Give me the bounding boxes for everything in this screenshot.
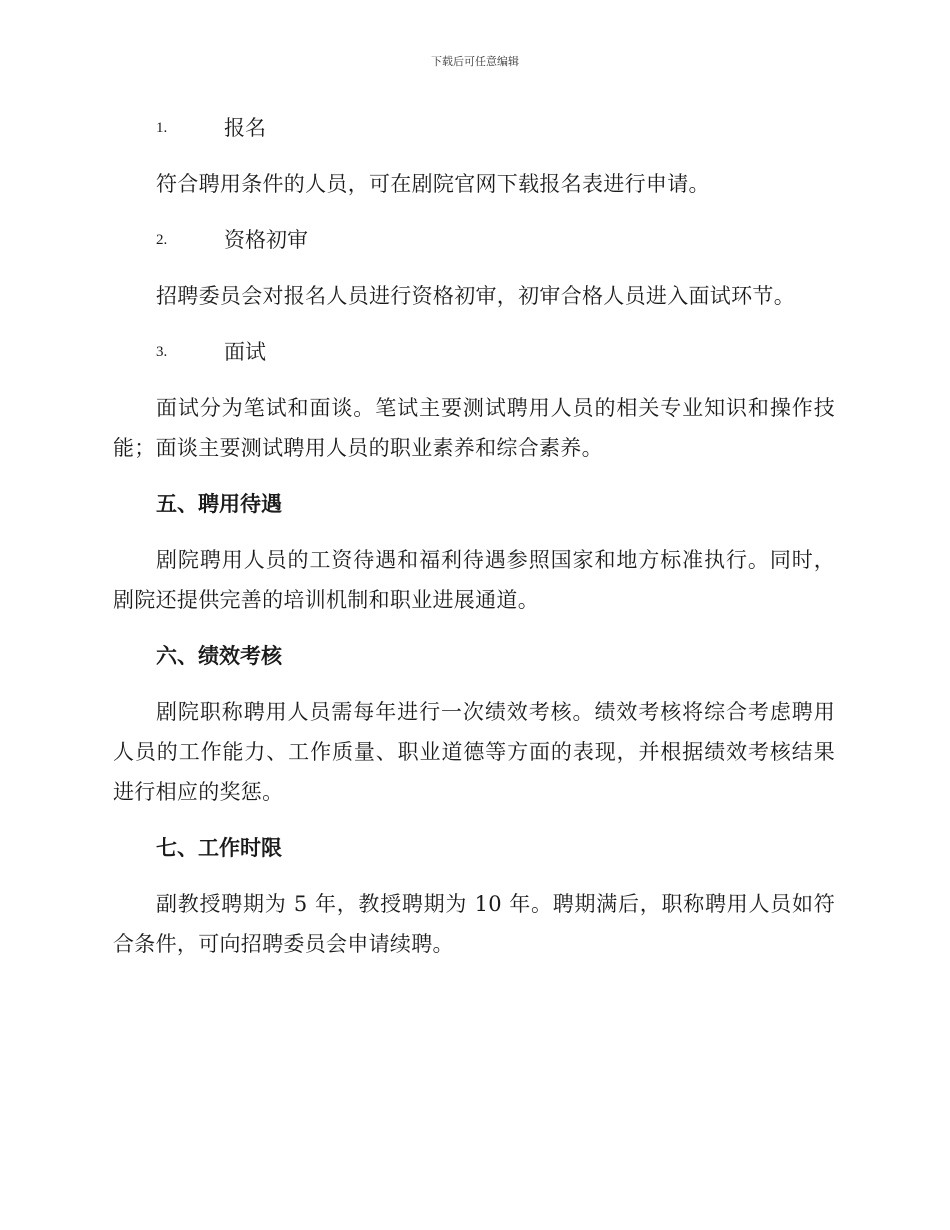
step-number: 1. (156, 120, 168, 136)
step-heading-1 (113, 108, 835, 148)
section-heading-salary: 五、聘用待遇 (156, 492, 282, 516)
step-heading-2 (113, 220, 835, 260)
step-title: 资格初审 (224, 228, 308, 252)
page-header: 下载后可任意编辑 (431, 55, 519, 68)
section-heading-term: 七、工作时限 (156, 836, 282, 860)
step-number: 2. (156, 232, 168, 248)
section-body-salary: 剧院聘用人员的工资待遇和福利待遇参照国家和地方标准执行。同时，剧院还提供完善的培训机制和职业进展通道。 (113, 548, 835, 612)
step-body-1: 符合聘用条件的人员，可在剧院官网下载报名表进行申请。 (156, 172, 710, 196)
step-body-2: 招聘委员会对报名人员进行资格初审，初审合格人员进入面试环节。 (156, 284, 795, 308)
step-body-3: 面试分为笔试和面谈。笔试主要测试聘用人员的相关专业知识和操作技能；面谈主要测试聘用人员的职业素养和综合素养。 (113, 396, 835, 460)
document-body (113, 108, 835, 980)
step-title: 报名 (224, 116, 266, 140)
section-body-term: 副教授聘期为 5 年，教授聘期为 10 年。聘期满后，职称聘用人员如符合条件，可向招聘委员会申请续聘。 (113, 892, 835, 956)
step-title: 面试 (224, 340, 266, 364)
step-number: 3. (156, 344, 168, 360)
section-heading-performance: 六、绩效考核 (156, 644, 282, 668)
step-heading-3 (113, 332, 835, 372)
section-body-performance: 剧院职称聘用人员需每年进行一次绩效考核。绩效考核将综合考虑聘用人员的工作能力、工作质量、职业道德等方面的表现，并根据绩效考核结果进行相应的奖惩。 (113, 700, 835, 804)
